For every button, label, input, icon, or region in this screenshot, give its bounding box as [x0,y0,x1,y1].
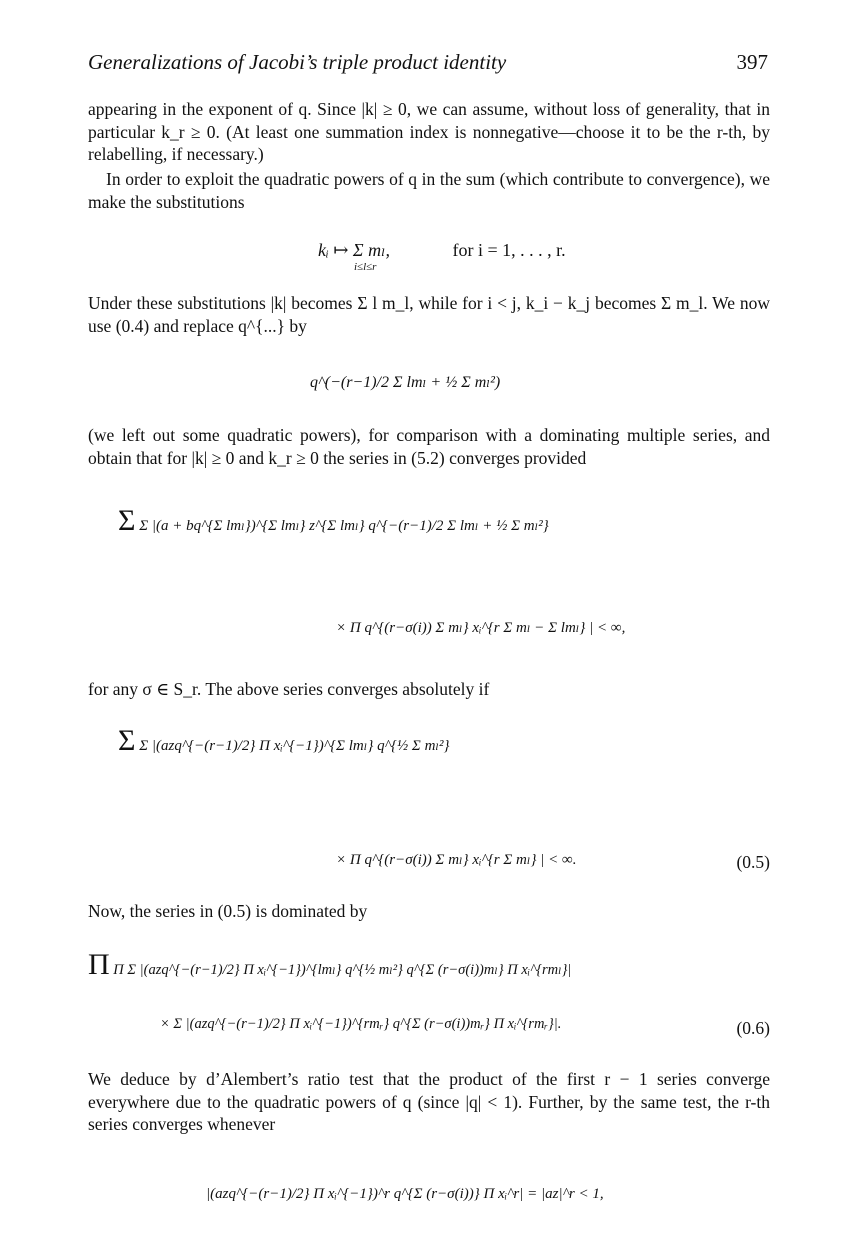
substitution-range: for i = 1, . . . , r. [452,240,566,260]
running-head: Generalizations of Jacobi’s triple product identity [88,50,507,74]
substitution-equation [318,240,566,273]
equation-number-0-5: (0.5) [736,852,770,872]
paragraph-1: appearing in the exponent of q. Since |k| ≥ 0, we can assume, without loss of generality, that in particular k_r ≥ 0. (At least one summation index is nonnegative—choose it to be the r-th, by relabelling, if necessary.) [88,99,770,164]
series-3-line-2: × Σ |(azq^{−(r−1)/2} Π xᵢ^{−1})^{rmᵣ} q^{Σ (r−σ(i))mᵣ} Π xᵢ^{rmᵣ}|. [160,1016,562,1032]
paragraph-2: In order to exploit the quadratic powers of q in the sum (which contribute to convergence), we make the substitutions [88,169,770,212]
series-1-line-2: × Π q^{(r−σ(i)) Σ mₗ} xᵢ^{r Σ mₗ − Σ lmₗ} | < ∞, [336,620,626,636]
paragraph-6: Now, the series in (0.5) is dominated by [88,901,368,921]
equation-number-0-6: (0.6) [736,1018,770,1038]
final-condition: |(azq^{−(r−1)/2} Π xᵢ^{−1})^r q^{Σ (r−σ(i))} Π xᵢ^r| = |az|^r < 1, [206,1186,604,1202]
paragraph-5: for any σ ∈ S_r. The above series converges absolutely if [88,679,490,699]
substitution-main: kᵢ ↦ Σ mₗ, [318,240,390,260]
paragraph-7: We deduce by d’Alembert’s ratio test that the product of the first r − 1 series converge everywhere due to the quadratic powers of q (since |q| < 1). Further, by the same test, the r-th series converges whenever [88,1069,770,1134]
paragraph-3: Under these substitutions |k| becomes Σ l m_l, while for i < j, k_i − k_j becomes Σ m_l. We now use (0.4) and replace q^{...} by [88,293,770,336]
paragraph-4: (we left out some quadratic powers), for comparison with a dominating multiple series, and obtain that for |k| ≥ 0 and k_r ≥ 0 the series in (5.2) converges provided [88,425,770,468]
series-3-line-1: Π Π Σ |(azq^{−(r−1)/2} Π xᵢ^{−1})^{lmₗ} q^{½ mₗ²} q^{Σ (r−σ(i))mₗ} Π xᵢ^{rmₗ}| [88,948,572,981]
header [88,50,768,80]
series-1-line-1: Σ Σ |(a + bq^{Σ lmₗ})^{Σ lmₗ} z^{Σ lmₗ} q^{−(r−1)/2 Σ lmₗ + ½ Σ mₗ²} [118,504,549,537]
series-2-line-1: Σ Σ |(azq^{−(r−1)/2} Π xᵢ^{−1})^{Σ lmₗ} q^{½ Σ mₗ²} [118,724,450,757]
series-2-line-2: × Π q^{(r−σ(i)) Σ mₗ} xᵢ^{r Σ mₗ} | < ∞. [336,852,577,868]
page-number: 397 [736,50,768,74]
substitution-index: i≤l≤r [354,261,377,273]
replacement-expression: q^(−(r−1)/2 Σ lmₗ + ½ Σ mₗ²) [310,374,501,391]
